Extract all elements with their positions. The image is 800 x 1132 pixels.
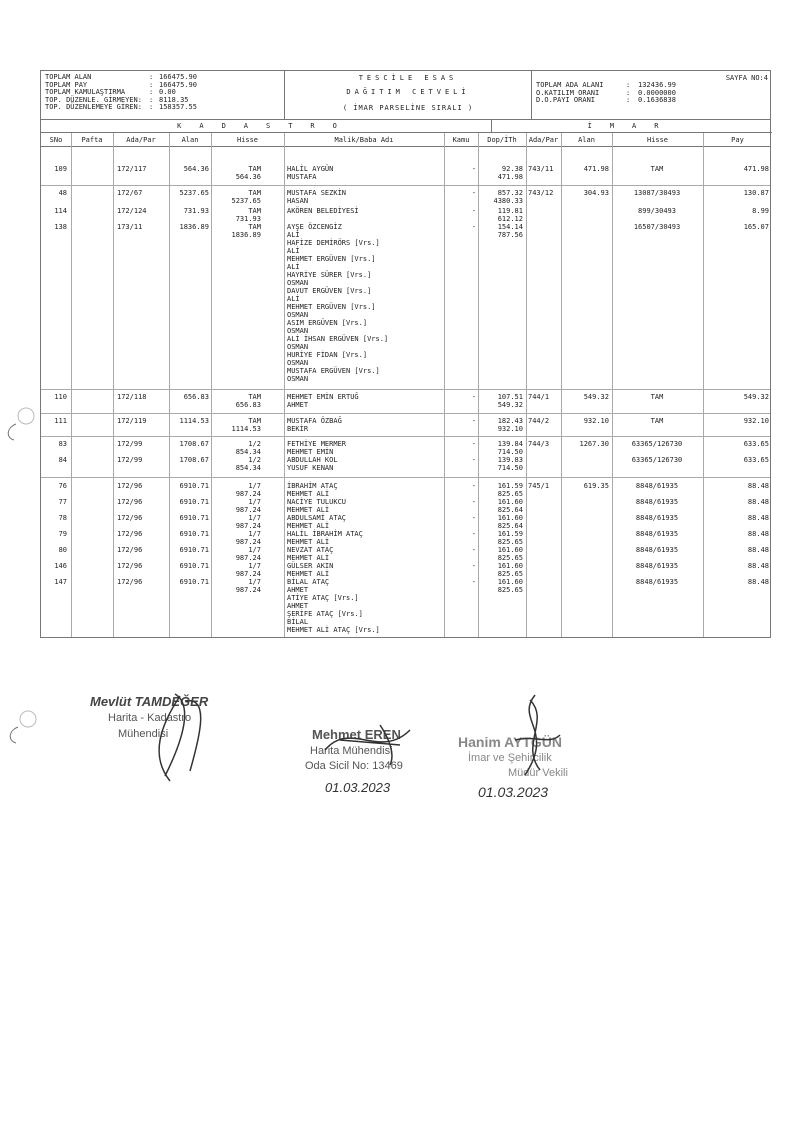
- owner-name: ALİ: [287, 231, 300, 239]
- column-headers: [41, 133, 770, 147]
- imar-hisse: TAM: [650, 165, 664, 173]
- kadastro-hisse: 1/7: [248, 498, 261, 506]
- owner-name: ABDULLAH KOL: [287, 456, 338, 464]
- group-divider: [41, 477, 770, 478]
- kadastro-ada-parsel: 172/118: [117, 393, 147, 401]
- sno: 83: [58, 440, 67, 448]
- handwritten-signature-2: [320, 710, 430, 770]
- owner-name: MUSTAFA ÖZBAĞ: [287, 417, 342, 425]
- column-header: Ada/Par: [528, 136, 559, 144]
- total-value: 8118.35: [159, 95, 189, 104]
- kadastro-hisse: 1/7: [248, 482, 261, 490]
- owner-name: HAYRİYE SÜRER [Vrs.]: [287, 271, 372, 279]
- group-divider: [41, 436, 770, 437]
- dop-value: 612.12: [497, 215, 523, 223]
- separator: :: [149, 95, 154, 104]
- kadastro-ada-parsel: 172/117: [117, 165, 147, 173]
- dop-value: 825.65: [497, 554, 523, 562]
- imar-alan: 619.35: [583, 482, 609, 490]
- kadastro-alan: 6910.71: [179, 498, 209, 506]
- owner-name: DAVUT ERGÜVEN [Vrs.]: [287, 287, 372, 295]
- dop-value: 161.60: [497, 546, 523, 554]
- sno: 110: [54, 393, 67, 401]
- owner-name: MUSTAFA: [287, 173, 317, 181]
- section-imar: [492, 119, 772, 133]
- column-header: Pay: [731, 136, 744, 144]
- kadastro-hisse: 987.24: [235, 570, 261, 578]
- imar-hisse: 8848/61935: [635, 530, 679, 538]
- kadastro-ada-parsel: 172/96: [117, 546, 143, 554]
- imar-ada-parsel: 745/1: [528, 482, 550, 490]
- kadastro-ada-parsel: 172/96: [117, 530, 143, 538]
- owner-name: HALİL İBRAHİM ATAÇ: [287, 530, 363, 538]
- owner-name: GÜLSER AKIN: [287, 562, 334, 570]
- dop-value: 714.50: [497, 464, 523, 472]
- group-divider: [41, 185, 770, 186]
- kadastro-hisse: 1/7: [248, 562, 261, 570]
- kadastro-alan: 6910.71: [179, 578, 209, 586]
- ada-total-row: [536, 97, 768, 105]
- owner-name: MEHMET ALİ: [287, 490, 330, 498]
- column-divider: [478, 133, 479, 637]
- owner-name: ALİ: [287, 263, 300, 271]
- kamu: -: [471, 189, 476, 197]
- kadastro-ada-parsel: 172/96: [117, 578, 143, 586]
- sno: 78: [58, 514, 67, 522]
- imar-ada-parsel: 744/1: [528, 393, 550, 401]
- imar-hisse: 8848/61935: [635, 482, 679, 490]
- pay: 88.48: [747, 498, 769, 506]
- dop-value: 471.98: [497, 173, 523, 181]
- kadastro-alan: 564.36: [183, 165, 209, 173]
- total-value: 0.00: [159, 88, 176, 96]
- separator: :: [626, 81, 631, 89]
- kadastro-alan: 6910.71: [179, 546, 209, 554]
- dop-value: 161.59: [497, 482, 523, 490]
- kadastro-hisse: TAM: [248, 207, 261, 215]
- section-kadastro-label: KADASTRO: [177, 122, 355, 130]
- imar-ada-parsel: 743/12: [528, 189, 554, 197]
- signer-name-2: Mehmet EREN: [312, 727, 401, 742]
- pay: 633.65: [743, 440, 769, 448]
- owner-name: AHMET: [287, 602, 309, 610]
- kadastro-alan: 731.93: [183, 207, 209, 215]
- title-block: [285, 71, 532, 119]
- kadastro-ada-parsel: 172/124: [117, 207, 147, 215]
- dop-value: 139.83: [497, 456, 523, 464]
- imar-hisse: TAM: [650, 417, 664, 425]
- imar-hisse: 16507/30493: [633, 223, 681, 231]
- imar-ada-parsel: 743/11: [528, 165, 554, 173]
- kamu: -: [471, 578, 476, 586]
- owner-name: AHMET: [287, 401, 309, 409]
- sno: 114: [54, 207, 67, 215]
- imar-ada-parsel: 744/2: [528, 417, 550, 425]
- signer-title-3: İmar ve Şehircilik: [468, 752, 552, 764]
- kadastro-ada-parsel: 172/99: [117, 440, 143, 448]
- kadastro-ada-parsel: 172/96: [117, 562, 143, 570]
- dop-value: 139.84: [497, 440, 523, 448]
- dop-value: 714.50: [497, 448, 523, 456]
- owner-name: ALİ: [287, 295, 300, 303]
- kamu: -: [471, 514, 476, 522]
- column-header: Dop/İTh: [487, 136, 517, 144]
- kadastro-alan: 1708.67: [179, 440, 209, 448]
- imar-hisse: TAM: [650, 393, 664, 401]
- handwritten-signature-3: [505, 690, 565, 780]
- owner-name: MEHMET EMİN ERTUĞ: [287, 393, 359, 401]
- signer-name-1: Mevlüt TAMDEĞER: [90, 694, 209, 709]
- pay: 88.48: [747, 578, 769, 586]
- total-value: 158357.55: [159, 103, 197, 111]
- kadastro-hisse: 1/7: [248, 514, 261, 522]
- page-number: SAYFA NO:4: [725, 74, 768, 82]
- sno: 79: [58, 530, 67, 538]
- section-imar-label: İMAR: [587, 122, 677, 130]
- owner-name: OSMAN: [287, 343, 309, 351]
- owner-name: MEHMET ALİ: [287, 538, 330, 546]
- title-line-1: TESCİLE ESAS: [358, 74, 458, 82]
- kamu: -: [471, 440, 476, 448]
- sno: 48: [58, 189, 67, 197]
- separator: :: [149, 80, 154, 89]
- owner-name: ATİYE ATAÇ [Vrs.]: [287, 594, 359, 602]
- handwritten-signature-1: [140, 686, 230, 786]
- imar-hisse: 8848/61935: [635, 514, 679, 522]
- column-header: Ada/Par: [126, 136, 156, 144]
- dop-value: 825.64: [497, 522, 523, 530]
- dop-value: 161.60: [497, 562, 523, 570]
- kadastro-ada-parsel: 172/96: [117, 482, 143, 490]
- imar-ada-parsel: 744/3: [528, 440, 550, 448]
- owner-name: MEHMET ALİ: [287, 570, 330, 578]
- owner-name: MUSTAFA ERGÜVEN [Vrs.]: [287, 367, 380, 375]
- separator: :: [149, 103, 154, 111]
- column-header: Hisse: [236, 136, 259, 144]
- column-divider: [211, 133, 212, 637]
- column-divider: [169, 133, 170, 637]
- separator: :: [149, 88, 154, 96]
- kamu: -: [471, 456, 476, 464]
- owner-name: AYŞE ÖZCENGİZ: [287, 223, 342, 231]
- kadastro-hisse: 1/7: [248, 578, 261, 586]
- signer-title-2b: Oda Sicil No: 13469: [305, 760, 403, 772]
- dop-value: 107.51: [497, 393, 523, 401]
- total-row: [45, 104, 280, 112]
- dop-value: 161.60: [497, 498, 523, 506]
- sno: 80: [58, 546, 67, 554]
- kadastro-alan: 6910.71: [179, 530, 209, 538]
- kadastro-hisse: 1114.53: [231, 425, 261, 433]
- dop-value: 825.65: [497, 538, 523, 546]
- kadastro-hisse: 854.34: [235, 448, 261, 456]
- owner-name: ABDULSAMİ ATAÇ: [287, 514, 347, 522]
- pay: 932.10: [743, 417, 769, 425]
- kadastro-alan: 6910.71: [179, 562, 209, 570]
- kadastro-hisse: 987.24: [235, 554, 261, 562]
- owner-name: AKÖREN BELEDİYESİ: [287, 207, 359, 215]
- total-label: TOPLAM KAMULAŞTIRMA: [45, 88, 126, 96]
- column-divider: [526, 133, 527, 637]
- kadastro-hisse: 564.36: [235, 173, 261, 181]
- imar-alan: 471.98: [583, 165, 609, 173]
- dop-value: 825.65: [497, 570, 523, 578]
- owner-name: MUSTAFA SEZKİN: [287, 189, 347, 197]
- pay: 130.87: [743, 189, 769, 197]
- owner-name: MEHMET ALİ: [287, 506, 330, 514]
- owner-name: OSMAN: [287, 327, 309, 335]
- kadastro-hisse: 1/2: [248, 440, 261, 448]
- owner-name: İBRAHİM ATAÇ: [287, 482, 338, 490]
- imar-alan: 932.10: [583, 417, 609, 425]
- pay: 471.98: [743, 165, 769, 173]
- ada-total-label: O.KATILIM ORANI: [536, 88, 600, 97]
- dop-value: 182.43: [497, 417, 523, 425]
- signature-date-2: 01.03.2023: [325, 780, 391, 795]
- kadastro-ada-parsel: 172/96: [117, 514, 143, 522]
- dop-value: 549.32: [497, 401, 523, 409]
- imar-alan: 1267.30: [579, 440, 609, 448]
- total-label: TOPLAM ALAN: [45, 73, 92, 81]
- column-divider: [703, 133, 704, 637]
- sno: 111: [54, 417, 67, 425]
- kadastro-hisse: 731.93: [235, 215, 261, 223]
- kadastro-hisse: 5237.65: [231, 197, 261, 205]
- owner-name: HAFİZE DEMİRÖRS [Vrs.]: [287, 239, 380, 247]
- imar-hisse: 63365/126730: [631, 440, 683, 448]
- sno: 77: [58, 498, 67, 506]
- ada-total-value: 0.0000000: [638, 88, 676, 97]
- imar-alan: 304.93: [583, 189, 609, 197]
- owner-name: HASAN: [287, 197, 309, 205]
- dop-value: 92.38: [501, 165, 523, 173]
- signer-title-2: Harita Mühendisi: [310, 745, 393, 757]
- kamu: -: [471, 530, 476, 538]
- sno: 109: [54, 165, 67, 173]
- dop-value: 154.14: [497, 223, 523, 231]
- dop-value: 857.32: [497, 189, 523, 197]
- dop-value: 161.60: [497, 514, 523, 522]
- kadastro-hisse: TAM: [248, 393, 261, 401]
- signer-title-1b: Mühendisi: [118, 728, 169, 740]
- total-label: TOPLAM PAY: [45, 80, 88, 89]
- kadastro-ada-parsel: 172/99: [117, 456, 143, 464]
- column-divider: [284, 133, 285, 637]
- pay: 88.48: [747, 530, 769, 538]
- owner-name: NEVZAT ATAÇ: [287, 546, 334, 554]
- imar-hisse: 13087/30493: [633, 189, 681, 197]
- table-header: [41, 71, 770, 120]
- kamu: -: [471, 207, 476, 215]
- kadastro-alan: 1708.67: [179, 456, 209, 464]
- kadastro-hisse: TAM: [248, 189, 261, 197]
- totals-block: [41, 71, 285, 119]
- punch-hole-mark-1: [4, 402, 38, 442]
- column-header: Malik/Baba Adı: [334, 136, 394, 144]
- kadastro-hisse: 987.24: [235, 522, 261, 530]
- column-header: Kamu: [452, 136, 470, 144]
- owner-name: OSMAN: [287, 311, 309, 319]
- imar-hisse: 63365/126730: [631, 456, 683, 464]
- pay: 88.48: [747, 482, 769, 490]
- dop-value: 825.65: [497, 490, 523, 498]
- dop-value: 825.64: [497, 506, 523, 514]
- pay: 549.32: [743, 393, 769, 401]
- kamu: -: [471, 223, 476, 231]
- kadastro-alan: 1836.89: [179, 223, 209, 231]
- distribution-table: [40, 70, 771, 638]
- imar-hisse: 8848/61935: [635, 546, 679, 554]
- column-header: Pafta: [81, 136, 103, 144]
- title-line-2: DAĞITIM CETVELİ: [346, 88, 470, 96]
- owner-name: OSMAN: [287, 375, 309, 383]
- kamu: -: [471, 498, 476, 506]
- separator: :: [149, 73, 154, 81]
- column-divider: [71, 133, 72, 637]
- dop-value: 161.59: [497, 530, 523, 538]
- kadastro-alan: 1114.53: [179, 417, 209, 425]
- owner-name: HALİL AYGÜN: [287, 165, 334, 173]
- ada-totals-block: [532, 71, 772, 119]
- dop-value: 787.56: [497, 231, 523, 239]
- group-divider: [41, 413, 770, 414]
- title-line-3: ( İMAR PARSELİNE SIRALI ): [342, 104, 474, 112]
- group-divider: [41, 389, 770, 390]
- imar-hisse: 8848/61935: [635, 578, 679, 586]
- sno: 84: [58, 456, 67, 464]
- total-value: 166475.90: [159, 73, 197, 81]
- sno: 138: [54, 223, 67, 231]
- kamu: -: [471, 562, 476, 570]
- kadastro-alan: 6910.71: [179, 482, 209, 490]
- kadastro-hisse: TAM: [248, 417, 261, 425]
- owner-name: MEHMET ERGÜVEN [Vrs.]: [287, 255, 376, 263]
- kadastro-hisse: TAM: [248, 223, 261, 231]
- dop-value: 119.81: [497, 207, 523, 215]
- owner-name: FETHİYE MERMER: [287, 440, 347, 448]
- owner-name: BEKİR: [287, 425, 309, 433]
- pay: 88.48: [747, 562, 769, 570]
- separator: :: [626, 96, 631, 104]
- kadastro-ada-parsel: 173/11: [117, 223, 143, 231]
- ada-total-value: 132436.99: [638, 81, 676, 89]
- owner-name: NACİYE TULUKCU: [287, 498, 347, 506]
- kamu: -: [471, 417, 476, 425]
- owner-name: MEHMET EMİN: [287, 448, 334, 456]
- imar-hisse: 899/30493: [638, 207, 676, 215]
- signer-title-1: Harita - Kadastro: [108, 712, 192, 724]
- column-header: Alan: [181, 136, 199, 144]
- kadastro-ada-parsel: 172/96: [117, 498, 143, 506]
- separator: :: [626, 88, 631, 97]
- kamu: -: [471, 165, 476, 173]
- dop-value: 932.10: [497, 425, 523, 433]
- owner-name: OSMAN: [287, 279, 309, 287]
- dop-value: 4380.33: [493, 197, 523, 205]
- owner-name: ALİ: [287, 247, 300, 255]
- column-divider: [444, 133, 445, 637]
- owner-name: BİLAL ATAÇ: [287, 578, 330, 586]
- imar-alan: 549.32: [583, 393, 609, 401]
- owner-name: ASIM ERGÜVEN [Vrs.]: [287, 319, 368, 327]
- ada-total-label: D.O.PAYI ORANI: [536, 96, 596, 104]
- sno: 146: [54, 562, 67, 570]
- column-divider: [113, 133, 114, 637]
- signer-name-3: Hanim AYTGÜN: [458, 734, 562, 750]
- sno: 76: [58, 482, 67, 490]
- owner-name: AHMET: [287, 586, 309, 594]
- kadastro-ada-parsel: 172/67: [117, 189, 143, 197]
- imar-hisse: 8848/61935: [635, 562, 679, 570]
- owner-name: YUSUF KENAN: [287, 464, 334, 472]
- punch-hole-mark-2: [4, 705, 38, 745]
- pay: 633.65: [743, 456, 769, 464]
- kamu: -: [471, 546, 476, 554]
- pay: 165.07: [743, 223, 769, 231]
- kadastro-hisse: 1/7: [248, 530, 261, 538]
- column-divider: [612, 133, 613, 637]
- kadastro-alan: 6910.71: [179, 514, 209, 522]
- pay: 88.48: [747, 546, 769, 554]
- ada-total-label: TOPLAM ADA ALANI: [536, 81, 604, 89]
- owner-name: MEHMET ALİ: [287, 554, 330, 562]
- kadastro-hisse: 854.34: [235, 464, 261, 472]
- kamu: -: [471, 482, 476, 490]
- column-divider: [561, 133, 562, 637]
- kadastro-hisse: 987.24: [235, 538, 261, 546]
- owner-name: MEHMET ALİ ATAÇ [Vrs.]: [287, 626, 380, 634]
- kadastro-ada-parsel: 172/119: [117, 417, 147, 425]
- dop-value: 825.65: [497, 586, 523, 594]
- pay: 8.99: [752, 207, 769, 215]
- kadastro-alan: 5237.65: [179, 189, 209, 197]
- total-label: TOP. DÜZENLE. GİRMEYEN:: [45, 95, 142, 104]
- kadastro-hisse: 987.24: [235, 586, 261, 594]
- owner-name: MEHMET ALİ: [287, 522, 330, 530]
- owner-name: ŞERİFE ATAÇ [Vrs.]: [287, 610, 363, 618]
- kadastro-alan: 656.83: [183, 393, 209, 401]
- owner-name: MEHMET ERGÜVEN [Vrs.]: [287, 303, 376, 311]
- column-header: Hisse: [646, 136, 669, 144]
- imar-hisse: 8848/61935: [635, 498, 679, 506]
- owner-name: HURİYE FİDAN [Vrs.]: [287, 351, 368, 359]
- dop-value: 161.60: [497, 578, 523, 586]
- section-kadastro: [41, 119, 492, 133]
- kadastro-hisse: 1836.89: [231, 231, 261, 239]
- pay: 88.48: [747, 514, 769, 522]
- owner-name: OSMAN: [287, 359, 309, 367]
- owner-name: ALİ İHSAN ERGÜVEN [Vrs.]: [287, 335, 389, 343]
- column-header: Alan: [578, 136, 595, 144]
- kadastro-hisse: 987.24: [235, 490, 261, 498]
- kadastro-hisse: TAM: [248, 165, 261, 173]
- ada-total-value: 0.1636838: [638, 96, 676, 104]
- kadastro-hisse: 1/7: [248, 546, 261, 554]
- column-header: SNo: [49, 136, 63, 144]
- kadastro-hisse: 1/2: [248, 456, 261, 464]
- signature-date-3: 01.03.2023: [478, 784, 549, 800]
- signer-title-3b: Müdür Vekili: [508, 767, 568, 779]
- kadastro-hisse: 987.24: [235, 506, 261, 514]
- kamu: -: [471, 393, 476, 401]
- owner-name: BİLAL: [287, 618, 309, 626]
- total-label: TOP. DÜZENLEMEYE GİREN:: [45, 103, 142, 111]
- sno: 147: [54, 578, 67, 586]
- kadastro-hisse: 656.83: [235, 401, 261, 409]
- total-value: 166475.90: [159, 80, 197, 89]
